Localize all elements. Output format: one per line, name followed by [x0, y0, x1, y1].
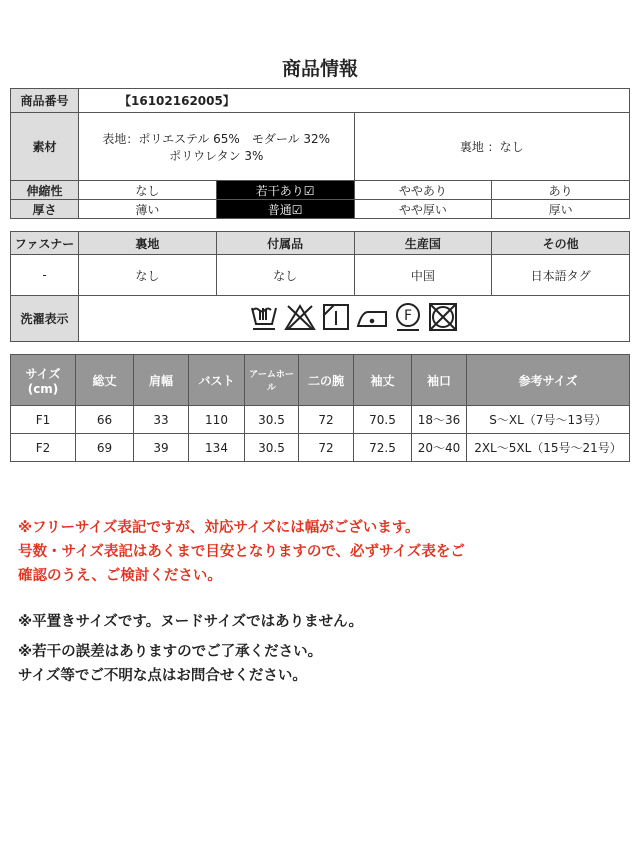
stretch-option: ややあり	[354, 181, 492, 200]
size-cell: 33	[134, 406, 189, 434]
value-accessories: なし	[216, 255, 354, 296]
header-lining: 裏地	[79, 232, 217, 255]
size-cell: 69	[76, 434, 134, 462]
size-cell: 110	[189, 406, 245, 434]
size-cell: 30.5	[245, 434, 299, 462]
size-notice	[18, 610, 363, 688]
header-country: 生産国	[354, 232, 492, 255]
size-cell: 70.5	[354, 406, 412, 434]
no-bleach-icon	[284, 303, 316, 331]
thickness-option-selected: 普通☑	[216, 200, 354, 219]
note-line: ※フリーサイズ表記ですが、対応サイズには幅がございます。	[18, 520, 420, 536]
product-info-table	[10, 88, 630, 219]
value-lining: なし	[79, 255, 217, 296]
thickness-label: 厚さ	[11, 200, 79, 219]
table-row	[11, 434, 630, 462]
size-header: バスト	[189, 355, 245, 406]
product-no-label: 商品番号	[11, 89, 79, 113]
size-notice-red	[18, 516, 465, 588]
value-fastener: -	[11, 255, 79, 296]
thickness-option: 厚い	[492, 200, 630, 219]
care-symbols	[79, 296, 630, 342]
size-header: 袖丈	[354, 355, 412, 406]
size-cell: 72.5	[354, 434, 412, 462]
care-label: 洗濯表示	[11, 296, 79, 342]
material-line: ポリウレタン 3%	[169, 148, 264, 163]
dry-clean-f-icon	[394, 302, 422, 332]
size-cell: F2	[11, 434, 76, 462]
page-title: 商品情報	[281, 58, 358, 80]
size-cell: 66	[76, 406, 134, 434]
stretch-option-selected: 若干あり☑	[216, 181, 354, 200]
size-header: 肩幅	[134, 355, 189, 406]
hand-wash-icon	[250, 302, 278, 332]
size-header: 袖口	[412, 355, 467, 406]
product-detail-table	[10, 231, 630, 342]
svg-text:F: F	[403, 308, 413, 324]
thickness-option: やや厚い	[354, 200, 492, 219]
size-table	[10, 354, 630, 462]
size-cell: 39	[134, 434, 189, 462]
note-line: サイズ等でご不明な点はお問合せください。	[18, 668, 307, 684]
header-accessories: 付属品	[216, 232, 354, 255]
value-other: 日本語タグ	[492, 255, 630, 296]
note-line: 号数・サイズ表記はあくまで目安となりますので、必ずサイズ表をご	[18, 544, 465, 560]
line-dry-shade-icon	[322, 303, 350, 331]
size-cell: 72	[299, 406, 354, 434]
material-lining: 裏地 ：なし	[354, 113, 630, 181]
size-cell: 2XL〜5XL（15号〜21号）	[467, 434, 630, 462]
material-label: 素材	[11, 113, 79, 181]
no-tumble-dry-icon	[428, 302, 458, 332]
value-country: 中国	[354, 255, 492, 296]
size-cell: 30.5	[245, 406, 299, 434]
thickness-option: 薄い	[79, 200, 217, 219]
size-header: 参考サイズ	[467, 355, 630, 406]
note-line: ※平置きサイズです。ヌードサイズではありません。	[18, 614, 363, 630]
size-cell: F1	[11, 406, 76, 434]
product-no: 【16102162005】	[79, 89, 630, 113]
size-cell: S〜XL（7号〜13号）	[467, 406, 630, 434]
size-header: サイズ(cm)	[11, 355, 76, 406]
note-line: ※若干の誤差はありますのでご了承ください。	[18, 644, 323, 660]
size-header: アームホール	[245, 355, 299, 406]
size-cell: 72	[299, 434, 354, 462]
iron-low-icon	[356, 304, 388, 330]
stretch-option: なし	[79, 181, 217, 200]
material-line: 表地：ポリエステル 65% モダール 32%	[102, 131, 331, 146]
size-cell: 134	[189, 434, 245, 462]
stretch-label: 伸縮性	[11, 181, 79, 200]
material-outer	[79, 113, 355, 181]
note-line: 確認のうえ、ご検討ください。	[18, 568, 222, 584]
size-header: 総丈	[76, 355, 134, 406]
size-header: 二の腕	[299, 355, 354, 406]
stretch-option: あり	[492, 181, 630, 200]
size-cell: 20〜40	[412, 434, 467, 462]
header-other: その他	[492, 232, 630, 255]
table-row	[11, 406, 630, 434]
size-cell: 18〜36	[412, 406, 467, 434]
header-fastener: ファスナー	[11, 232, 79, 255]
